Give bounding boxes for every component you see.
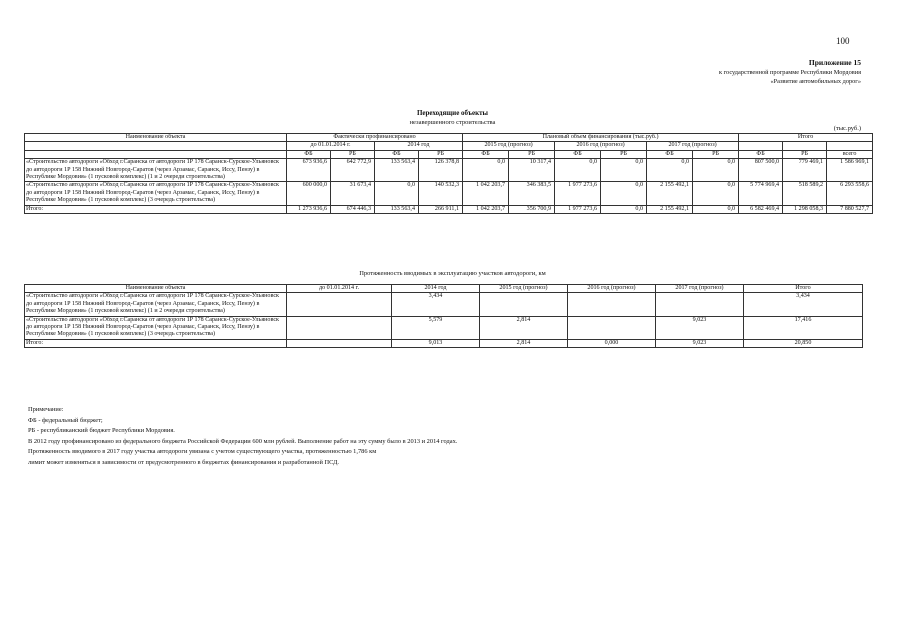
value-cell: 1 977 273,6 [555,182,601,205]
header-cell: РБ [693,150,739,158]
header-cell: 2015 год (прогноз) [463,142,555,150]
header-cell: Наименование объекта [25,285,287,293]
header-cell: РБ [509,150,555,158]
value-cell: 1 042 203,7 [463,205,509,213]
header-cell: РБ [601,150,647,158]
value-cell: 126 378,8 [419,159,463,182]
value-cell: 2,814 [480,316,568,339]
header-cell [25,150,287,158]
object-name-cell: «Строительство автодороги «Обход г.Саранска от автодороги 1Р 178 Саранск-Сурское-Ульяновск до автодороги 1Р 158 Нижний Новгород-Саратов (через Арзамас, Саранск, Иссу, Пензу) в Республике Мордовия» (1 пусковой комплекс) (3 очередь строительства) [25,182,287,205]
value-cell: 674 446,3 [331,205,375,213]
value-cell: 0,0 [601,182,647,205]
value-cell [480,293,568,316]
note-line: Протяженность вводимого в 2017 году участка автодороги увязана с учетом существующего участка, протяженностью 1,786 км [28,448,377,455]
value-cell: 0,0 [601,159,647,182]
unit-label: (тыс.руб.) [833,125,861,132]
header-cell [739,142,783,150]
appendix-header [719,58,861,87]
length-table [24,284,863,348]
header-cell: РБ [331,150,375,158]
note-line: РБ - республиканский бюджет Республики Мордовия. [28,427,175,434]
value-cell: 346 383,5 [509,182,555,205]
value-cell: 642 772,9 [331,159,375,182]
value-cell: 3,434 [744,293,863,316]
note-line: ФБ - федеральный бюджет; [28,416,103,424]
note-line: В 2012 году профинансировано из федерального бюджета Российской Федерации 600 млн рублей. Выполнение работ на эту сумму было в 2013 и 2014 годах. [28,437,458,445]
header-cell: до 01.01.2014 г. [287,285,392,293]
object-name-cell: Итого: [25,339,287,347]
object-name-cell: «Строительство автодороги «Обход г.Саранска от автодороги 1Р 178 Саранск-Сурское-Ульяновск до автодороги 1Р 158 Нижний Новгород-Саратов (через Арзамас, Саранск, Исcу, Пензу) в Республике Мордовия» (1 пусковой комплекс) (1 и 2 очереди строительства) [25,159,287,182]
value-cell: 17,416 [744,316,863,339]
value-cell: 1 298 058,3 [783,205,827,213]
header-cell: 2017 год (прогноз) [656,285,744,293]
value-cell: 5,579 [392,316,480,339]
value-cell: 31 673,4 [331,182,375,205]
value-cell: 356 700,9 [509,205,555,213]
value-cell: 0,0 [601,205,647,213]
header-cell: ФБ [647,150,693,158]
header-cell: 2014 год [392,285,480,293]
value-cell: 2,814 [480,339,568,347]
value-cell: 10 317,4 [509,159,555,182]
value-cell: 0,0 [693,205,739,213]
value-cell: 0,0 [463,159,509,182]
value-cell: 9,023 [656,316,744,339]
value-cell: 0,0 [647,159,693,182]
appendix-title: Приложение 15 [808,58,861,67]
header-cell: РБ [783,150,827,158]
appendix-line-2: «Развитие автомобильных дорог» [770,78,861,85]
value-cell: 266 911,1 [419,205,463,213]
value-cell: 133 563,4 [375,205,419,213]
value-cell: 0,0 [555,159,601,182]
value-cell [287,316,392,339]
object-name-cell: Итого: [25,205,287,213]
value-cell: 6 582 469,4 [739,205,783,213]
table-row [25,293,863,316]
value-cell: 20,850 [744,339,863,347]
appendix-line-1: к государственной программе Республики Мордовия [718,68,861,76]
header-cell: Фактически профинансировано [287,134,463,142]
table-row [25,316,863,339]
length-table-title: Протяженность вводимых в эксплуатацию участков автодороги, км [359,270,546,277]
page-number: 100 [836,36,850,46]
header-cell [827,142,873,150]
value-cell: 1 273 936,6 [287,205,331,213]
value-cell [568,316,656,339]
header-cell: Итого [739,134,873,142]
value-cell: 3,434 [392,293,480,316]
header-cell: ФБ [287,150,331,158]
value-cell [287,293,392,316]
header-cell: ФБ [739,150,783,158]
document-title [0,109,905,127]
note-line: лимит может изменяться в зависимости от предусмотренного в бюджетах финансирования и разработанной ПСД. [28,458,340,466]
object-name-cell: «Строительство автодороги «Обход г.Саранска от автодороги 1Р 178 Саранск-Сурское-Ульяновск до автодороги 1Р 158 Нижний Новгород-Саратов (через Арзамас, Саранск, Иссу, Пензу) в Республике Мордовия» (1 пусковой комплекс) (1 и 2 очереди строительства) [25,293,287,316]
header-cell: Плановый объем финансирования (тыс.руб.) [463,134,739,142]
table-row [25,182,873,205]
value-cell: 0,0 [375,182,419,205]
header-cell: 2014 год [375,142,463,150]
value-cell: 2 155 492,1 [647,205,693,213]
value-cell: 1 042 203,7 [463,182,509,205]
value-cell: 673 936,6 [287,159,331,182]
value-cell: 1 586 969,1 [827,159,873,182]
header-cell: всего [827,150,873,158]
title-main: Переходящие объекты [416,109,489,117]
value-cell: 600 000,0 [287,182,331,205]
header-cell: 2015 год (прогноз) [480,285,568,293]
header-cell: Итого [744,285,863,293]
value-cell: 140 532,3 [419,182,463,205]
value-cell: 0,000 [568,339,656,347]
notes [28,405,457,468]
value-cell: 1 977 273,6 [555,205,601,213]
value-cell: 807 500,0 [739,159,783,182]
value-cell: 6 293 558,6 [827,182,873,205]
value-cell: 9,023 [656,339,744,347]
header-cell [783,142,827,150]
financing-table [24,133,873,214]
value-cell: 7 880 527,7 [827,205,873,213]
value-cell: 779 469,1 [783,159,827,182]
table-header-row [25,142,873,150]
value-cell: 9,013 [392,339,480,347]
value-cell: 5 774 969,4 [739,182,783,205]
header-cell: РБ [419,150,463,158]
value-cell: 518 589,2 [783,182,827,205]
header-cell: 2017 год (прогноз) [647,142,739,150]
header-cell: до 01.01.2014 г. [287,142,375,150]
header-cell: 2016 год (прогноз) [555,142,647,150]
table-row [25,159,873,182]
header-cell: ФБ [375,150,419,158]
note-line: Примечание: [28,406,64,413]
header-cell: ФБ [463,150,509,158]
value-cell: 2 155 492,1 [647,182,693,205]
table-header-row [25,285,863,293]
value-cell [656,293,744,316]
table-header-row [25,134,873,142]
value-cell [568,293,656,316]
title-sub: незавершенного строительства [409,119,496,126]
table-row [25,205,873,213]
header-cell: Наименование объекта [25,134,287,142]
header-cell: 2016 год (прогноз) [568,285,656,293]
table-row [25,339,863,347]
object-name-cell: «Строительство автодороги «Обход г.Саранска от автодороги 1Р 178 Саранск-Сурское-Ульяновск до автодороги 1Р 158 Нижний Новгород-Саратов (через Арзамас, Саранск, Иссу, Пензу) в Республике Мордовия» (1 пусковой комплекс) (3 очередь строительства) [25,316,287,339]
value-cell: 0,0 [693,159,739,182]
header-cell [25,142,287,150]
value-cell: 133 563,4 [375,159,419,182]
value-cell [287,339,392,347]
table-header-row [25,150,873,158]
header-cell: ФБ [555,150,601,158]
value-cell: 0,0 [693,182,739,205]
